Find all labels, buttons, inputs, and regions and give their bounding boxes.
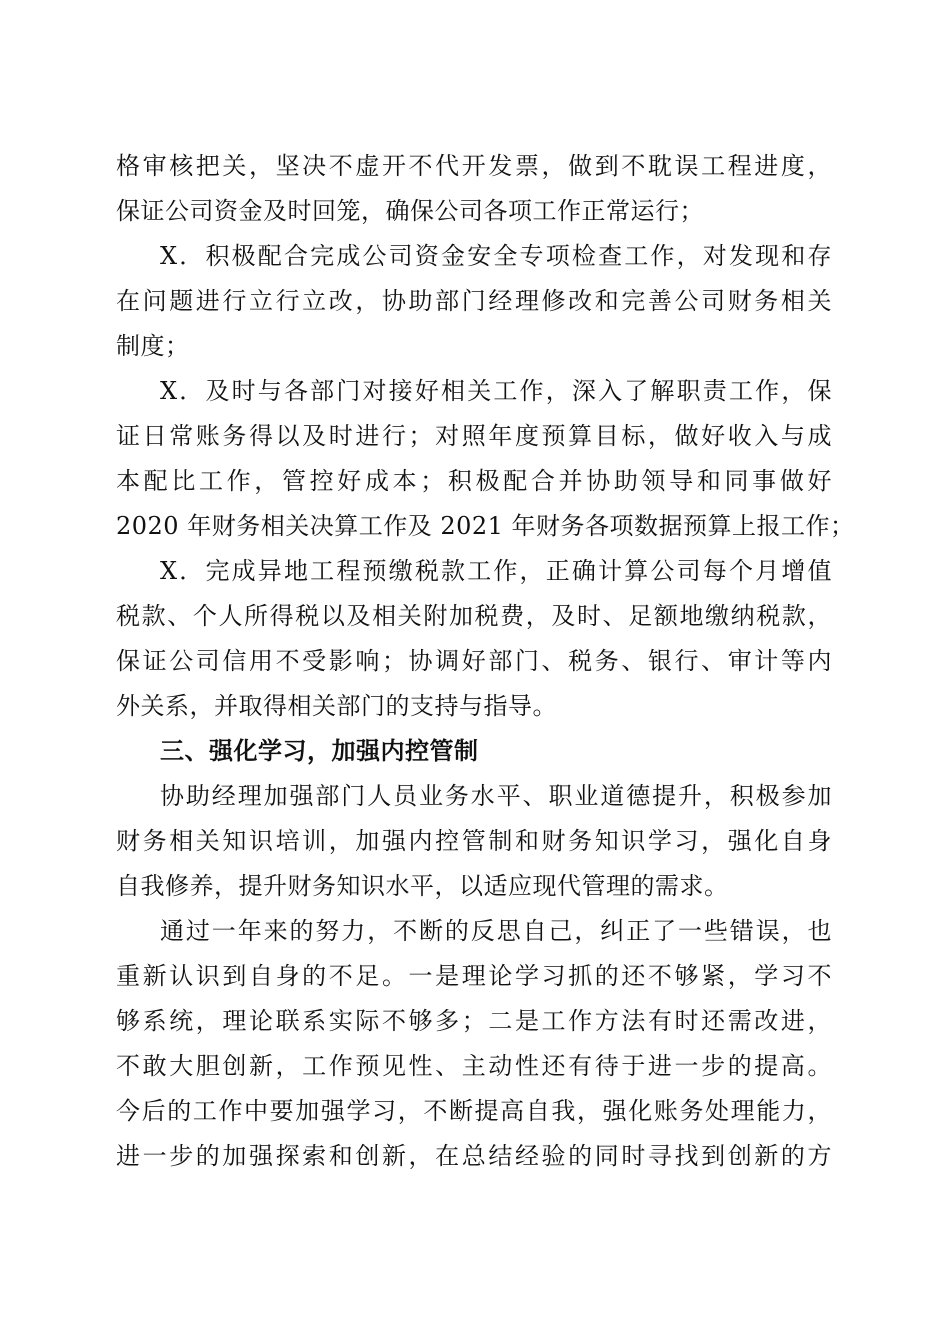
text-line: 保证公司资金及时回笼，确保公司各项工作正常运行； bbox=[116, 197, 704, 225]
text-line: 格审核把关，坚决不虚开不代开发票，做到不耽误工程进度， bbox=[116, 152, 832, 180]
text-line: 协助经理加强部门人员业务水平、职业道德提升，积极参加 bbox=[160, 782, 832, 810]
text-line: X．积极配合完成公司资金安全专项检查工作，对发现和存 bbox=[160, 242, 832, 270]
text-line: 税款、个人所得税以及相关附加税费，及时、足额地缴纳税款， bbox=[116, 602, 832, 630]
text-line: 进一步的加强探索和创新，在总结经验的同时寻找到创新的方 bbox=[116, 1142, 832, 1170]
section-heading bbox=[116, 729, 832, 774]
paragraph bbox=[116, 909, 832, 1179]
document-page bbox=[116, 144, 855, 1179]
text-line: 在问题进行立行立改，协助部门经理修改和完善公司财务相关 bbox=[116, 287, 832, 315]
text-line: 外关系，并取得相关部门的支持与指导。 bbox=[116, 692, 557, 720]
text-line: 本配比工作，管控好成本；积极配合并协助领导和同事做好 bbox=[116, 467, 832, 495]
paragraph bbox=[116, 144, 832, 234]
paragraph bbox=[116, 234, 832, 369]
text-line: 保证公司信用不受影响；协调好部门、税务、银行、审计等内 bbox=[116, 647, 832, 675]
text-line: 自我修养，提升财务知识水平，以适应现代管理的需求。 bbox=[116, 872, 729, 900]
text-line: X．及时与各部门对接好相关工作，深入了解职责工作，保 bbox=[160, 377, 832, 405]
text-line: 通过一年来的努力，不断的反思自己，纠正了一些错误，也 bbox=[160, 917, 832, 945]
text-line: 今后的工作中要加强学习，不断提高自我，强化账务处理能力， bbox=[116, 1097, 832, 1125]
text-line: 够系统，理论联系实际不够多；二是工作方法有时还需改进， bbox=[116, 1007, 832, 1035]
text-line: 2020 年财务相关决算工作及 2021 年财务各项数据预算上报工作； bbox=[116, 512, 855, 540]
paragraph bbox=[116, 369, 855, 549]
text-line: 财务相关知识培训，加强内控管制和财务知识学习，强化自身 bbox=[116, 827, 832, 855]
section-heading-text: 三、强化学习，加强内控管制 bbox=[160, 737, 479, 765]
text-line: 重新认识到自身的不足。一是理论学习抓的还不够紧，学习不 bbox=[116, 962, 832, 990]
paragraph bbox=[116, 774, 832, 909]
text-line: 不敢大胆创新，工作预见性、主动性还有待于进一步的提高。 bbox=[116, 1052, 832, 1080]
paragraph bbox=[116, 549, 832, 729]
text-line: 制度； bbox=[116, 332, 190, 360]
text-line: X．完成异地工程预缴税款工作，正确计算公司每个月增值 bbox=[160, 557, 832, 585]
text-line: 证日常账务得以及时进行；对照年度预算目标，做好收入与成 bbox=[116, 422, 832, 450]
